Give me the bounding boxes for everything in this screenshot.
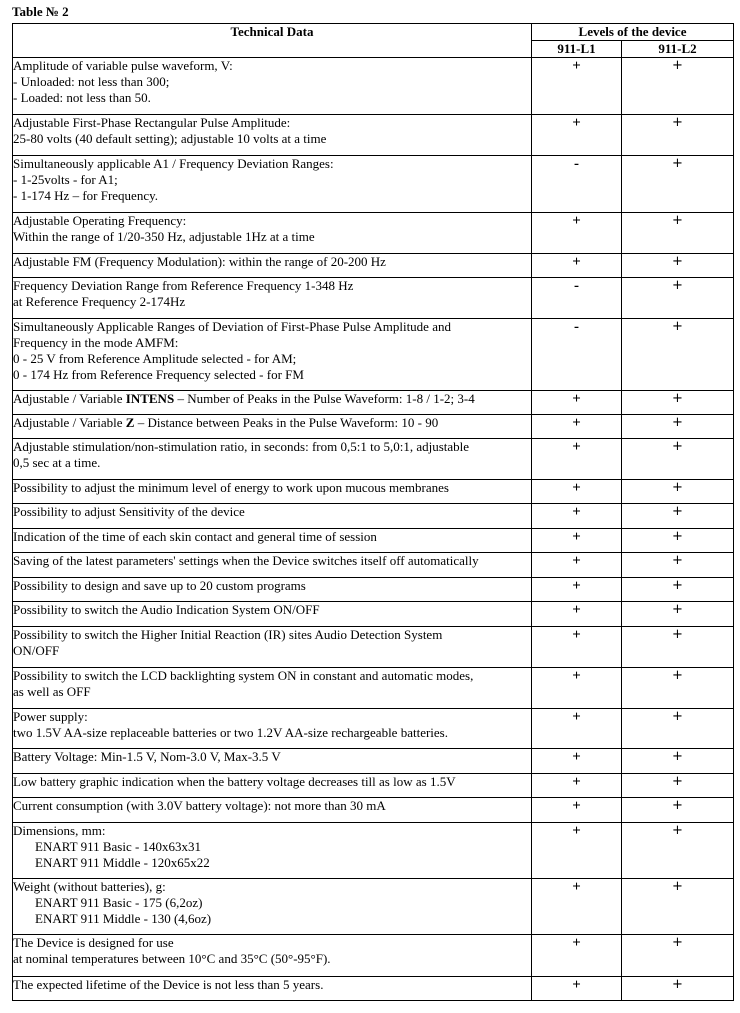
description-line: Possibility to switch the Audio Indication System ON/OFF xyxy=(13,602,320,617)
description-line: Power supply: xyxy=(13,709,88,724)
row-description xyxy=(13,977,532,1001)
description-line: Simultaneously Applicable Ranges of Deviation of First-Phase Pulse Amplitude and xyxy=(13,319,451,334)
table-row xyxy=(13,391,734,415)
description-line: Amplitude of variable pulse waveform, V: xyxy=(13,58,233,73)
description-line: at nominal temperatures between 10°C and 35°C (50°-95°F). xyxy=(13,951,331,966)
row-description xyxy=(13,319,532,391)
row-description xyxy=(13,578,532,602)
level1-mark: + xyxy=(532,254,622,278)
level2-mark: + xyxy=(622,391,734,415)
level1-mark: + xyxy=(532,480,622,504)
row-description xyxy=(13,774,532,798)
level1-mark: + xyxy=(532,553,622,578)
row-description xyxy=(13,709,532,749)
level2-mark: + xyxy=(622,823,734,879)
description-line: Frequency in the mode AMFM: xyxy=(13,335,179,350)
level2-mark: + xyxy=(622,529,734,553)
description-line: Possibility to switch the LCD backlighting system ON in constant and automatic modes, xyxy=(13,668,474,683)
table-row xyxy=(13,798,734,823)
table-row xyxy=(13,879,734,935)
row-description xyxy=(13,439,532,480)
description-emphasis: Z xyxy=(125,415,135,430)
level2-mark: + xyxy=(622,319,734,391)
description-text: – Distance between Peaks in the Pulse Waveform: 10 - 90 xyxy=(134,415,439,430)
table-row xyxy=(13,774,734,798)
description-line: two 1.5V AA-size replaceable batteries or two 1.2V AA-size rechargeable batteries. xyxy=(13,725,448,740)
level1-mark: + xyxy=(532,879,622,935)
level2-mark: + xyxy=(622,480,734,504)
description-line: Within the range of 1/20-350 Hz, adjustable 1Hz at a time xyxy=(13,229,315,244)
level1-mark: + xyxy=(532,668,622,709)
table-row xyxy=(13,439,734,480)
table-row xyxy=(13,709,734,749)
row-description xyxy=(13,879,532,935)
description-line: Adjustable stimulation/non-stimulation ratio, in seconds: from 0,5:1 to 5,0:1, adjustable xyxy=(13,439,470,454)
level2-mark: + xyxy=(622,254,734,278)
header-level1: 911-L1 xyxy=(532,41,622,58)
level2-mark: + xyxy=(622,213,734,254)
level1-mark: - xyxy=(532,278,622,319)
description-line: The Device is designed for use xyxy=(13,935,174,950)
description-line: Adjustable FM (Frequency Modulation): within the range of 20-200 Hz xyxy=(13,254,386,269)
description-line: Possibility to adjust the minimum level of energy to work upon mucous membranes xyxy=(13,480,449,495)
description-line: Weight (without batteries), g: xyxy=(13,879,166,894)
table-row xyxy=(13,602,734,627)
description-text: Adjustable / Variable xyxy=(13,415,126,430)
description-line: Adjustable First-Phase Rectangular Pulse Amplitude: xyxy=(13,115,291,130)
level2-mark: + xyxy=(622,977,734,1001)
level1-mark: + xyxy=(532,627,622,668)
description-emphasis: INTENS xyxy=(125,391,175,406)
table-row xyxy=(13,58,734,115)
description-subline: ENART 911 Middle - 130 (4,6oz) xyxy=(35,911,212,926)
row-description xyxy=(13,529,532,553)
level2-mark: + xyxy=(622,439,734,480)
level2-mark: + xyxy=(622,115,734,156)
row-description xyxy=(13,254,532,278)
level2-mark: + xyxy=(622,668,734,709)
level1-mark: + xyxy=(532,578,622,602)
level1-mark: + xyxy=(532,439,622,480)
table-row xyxy=(13,156,734,213)
row-description xyxy=(13,391,532,415)
level1-mark: + xyxy=(532,115,622,156)
header-technical-data: Technical Data xyxy=(13,24,532,58)
description-line: Dimensions, mm: xyxy=(13,823,106,838)
level2-mark: + xyxy=(622,578,734,602)
level1-mark: + xyxy=(532,798,622,823)
level2-mark: + xyxy=(622,798,734,823)
technical-data-table xyxy=(12,23,734,1001)
table-row xyxy=(13,935,734,977)
table-row xyxy=(13,415,734,439)
table-row xyxy=(13,627,734,668)
level1-mark: + xyxy=(532,977,622,1001)
description-subline: ENART 911 Basic - 140x63x31 xyxy=(35,839,202,854)
level2-mark: + xyxy=(622,415,734,439)
row-description xyxy=(13,602,532,627)
description-line: 25-80 volts (40 default setting); adjustable 10 volts at a time xyxy=(13,131,327,146)
row-description xyxy=(13,798,532,823)
description-text: Adjustable / Variable xyxy=(13,391,126,406)
row-description xyxy=(13,278,532,319)
description-line: ON/OFF xyxy=(13,643,60,658)
level2-mark: + xyxy=(622,709,734,749)
description-line: Indication of the time of each skin contact and general time of session xyxy=(13,529,377,544)
table-row xyxy=(13,319,734,391)
level1-mark: + xyxy=(532,823,622,879)
row-description xyxy=(13,668,532,709)
level2-mark: + xyxy=(622,278,734,319)
description-line: - 1-25volts - for A1; xyxy=(13,172,118,187)
level1-mark: + xyxy=(532,504,622,529)
description-line: 0,5 sec at a time. xyxy=(13,455,101,470)
level2-mark: + xyxy=(622,58,734,115)
level2-mark: + xyxy=(622,749,734,774)
row-description xyxy=(13,115,532,156)
level2-mark: + xyxy=(622,553,734,578)
table-row xyxy=(13,278,734,319)
description-line: Battery Voltage: Min-1.5 V, Nom-3.0 V, Max-3.5 V xyxy=(13,749,281,764)
level2-mark: + xyxy=(622,879,734,935)
table-row xyxy=(13,553,734,578)
table-row xyxy=(13,115,734,156)
level1-mark: - xyxy=(532,156,622,213)
level2-mark: + xyxy=(622,627,734,668)
description-subline: ENART 911 Middle - 120x65x22 xyxy=(35,855,210,870)
table-row xyxy=(13,504,734,529)
row-description xyxy=(13,156,532,213)
level1-mark: + xyxy=(532,529,622,553)
description-line: Simultaneously applicable A1 / Frequency Deviation Ranges: xyxy=(13,156,334,171)
description-line: 0 - 25 V from Reference Amplitude selected - for AM; xyxy=(13,351,297,366)
description-line: Adjustable Operating Frequency: xyxy=(13,213,187,228)
description-line xyxy=(13,391,531,407)
description-line: as well as OFF xyxy=(13,684,91,699)
description-line: Saving of the latest parameters' settings when the Device switches itself off automatically xyxy=(13,553,479,568)
table-body xyxy=(13,58,734,1001)
level1-mark: + xyxy=(532,391,622,415)
row-description xyxy=(13,553,532,578)
description-line: Possibility to adjust Sensitivity of the device xyxy=(13,504,245,519)
description-subline: ENART 911 Basic - 175 (6,2oz) xyxy=(35,895,203,910)
level2-mark: + xyxy=(622,156,734,213)
description-line: Frequency Deviation Range from Reference Frequency 1-348 Hz xyxy=(13,278,354,293)
table-row xyxy=(13,823,734,879)
description-line: Low battery graphic indication when the battery voltage decreases till as low as 1.5V xyxy=(13,774,456,789)
description-line: Possibility to design and save up to 20 custom programs xyxy=(13,578,306,593)
level2-mark: + xyxy=(622,602,734,627)
description-line: Possibility to switch the Higher Initial Reaction (IR) sites Audio Detection System xyxy=(13,627,443,642)
row-description xyxy=(13,415,532,439)
level2-mark: + xyxy=(622,504,734,529)
description-line: 0 - 174 Hz from Reference Frequency selected - for FM xyxy=(13,367,304,382)
level2-mark: + xyxy=(622,935,734,977)
description-line: at Reference Frequency 2-174Hz xyxy=(13,294,186,309)
table-row xyxy=(13,749,734,774)
row-description xyxy=(13,504,532,529)
table-row xyxy=(13,480,734,504)
description-line xyxy=(13,415,531,431)
table-row xyxy=(13,254,734,278)
level2-mark: + xyxy=(622,774,734,798)
table-header xyxy=(13,24,734,58)
table-row xyxy=(13,668,734,709)
row-description xyxy=(13,58,532,115)
description-line: - Loaded: not less than 50. xyxy=(13,90,151,105)
level1-mark: + xyxy=(532,774,622,798)
table-row xyxy=(13,977,734,1001)
row-description xyxy=(13,480,532,504)
level1-mark: + xyxy=(532,58,622,115)
description-line: The expected lifetime of the Device is not less than 5 years. xyxy=(13,977,324,992)
description-text: – Number of Peaks in the Pulse Waveform: 1-8 / 1-2; 3-4 xyxy=(174,391,475,406)
row-description xyxy=(13,823,532,879)
row-description xyxy=(13,749,532,774)
table-row xyxy=(13,529,734,553)
level1-mark: + xyxy=(532,749,622,774)
table-row xyxy=(13,213,734,254)
level1-mark: + xyxy=(532,415,622,439)
table-title: Table № 2 xyxy=(12,4,69,19)
row-description xyxy=(13,627,532,668)
table-row xyxy=(13,578,734,602)
description-line: - 1-174 Hz – for Frequency. xyxy=(13,188,158,203)
level1-mark: + xyxy=(532,935,622,977)
description-line: Current consumption (with 3.0V battery voltage): not more than 30 mA xyxy=(13,798,386,813)
level1-mark: + xyxy=(532,602,622,627)
header-levels: Levels of the device xyxy=(532,24,734,41)
header-level2: 911-L2 xyxy=(622,41,734,58)
description-line: - Unloaded: not less than 300; xyxy=(13,74,170,89)
row-description xyxy=(13,935,532,977)
level1-mark: - xyxy=(532,319,622,391)
row-description xyxy=(13,213,532,254)
level1-mark: + xyxy=(532,709,622,749)
level1-mark: + xyxy=(532,213,622,254)
